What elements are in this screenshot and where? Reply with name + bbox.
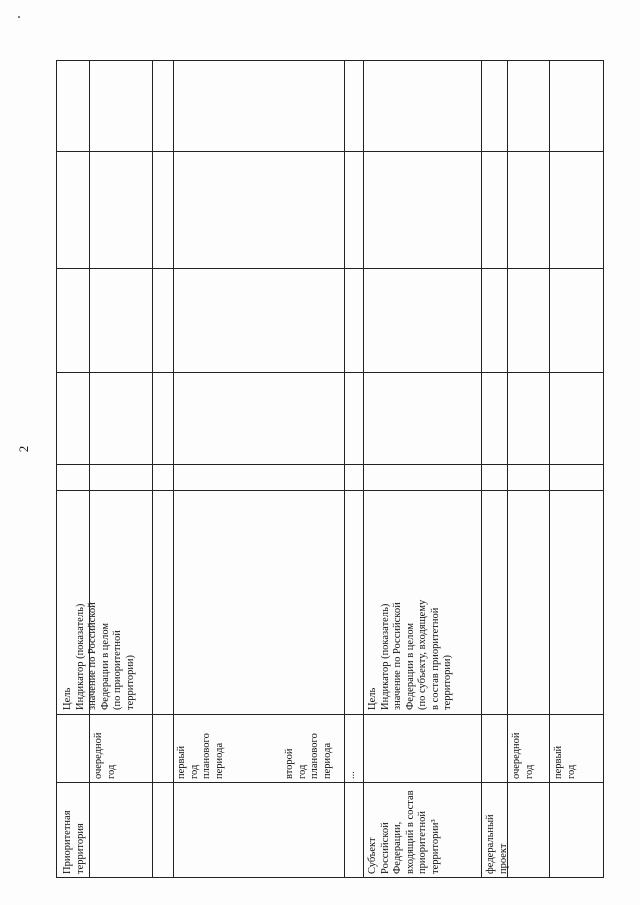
col-divider (56, 372, 604, 373)
col-divider (56, 268, 604, 269)
data-table (56, 60, 604, 878)
col-divider (56, 490, 604, 491)
row-divider (549, 60, 550, 878)
row1-period-first: первый год планового периода (176, 733, 225, 779)
row-divider (152, 60, 153, 878)
row1-period-current: очередной год (93, 732, 117, 779)
row-divider (363, 60, 364, 878)
row3-period-first: первый год (553, 745, 577, 779)
page-number: 2 (16, 445, 31, 453)
scan-speck (18, 16, 20, 18)
col-divider (56, 151, 604, 152)
col-divider (56, 782, 604, 783)
row-divider (89, 60, 90, 878)
row2-goal-text: Цель Индикатор (показатель) значение по Российской Федерации в целом (по субъекту, входящему в состав приоритетной территории) (367, 599, 453, 710)
row3-period-current: очередной год (511, 732, 535, 779)
rotated-table-container (56, 60, 604, 878)
row-divider (507, 60, 508, 878)
row3-federal-project-label: федеральный проект (485, 814, 509, 874)
table-border-right (56, 60, 604, 61)
col-divider (56, 464, 604, 465)
table-border-bottom (603, 60, 604, 878)
row1-period-ellipsis: ... (346, 771, 357, 779)
row-divider (173, 60, 174, 878)
row-divider (344, 60, 345, 878)
row1-goal-text: Цель Индикатор (показатель) значение по Российской Федерации в целом (по приоритетной территории) (62, 602, 136, 710)
row1-territory-label: Приоритетная территория (62, 810, 86, 874)
row2-subject-label: Субъект Российской Федерации, входящий в состав приоритетной территории³ (367, 790, 441, 874)
table-border-top (56, 60, 57, 878)
row-divider (481, 60, 482, 878)
row1-period-second: второй год планового периода (284, 733, 333, 779)
table-border-left (56, 877, 604, 878)
col-divider (56, 714, 604, 715)
